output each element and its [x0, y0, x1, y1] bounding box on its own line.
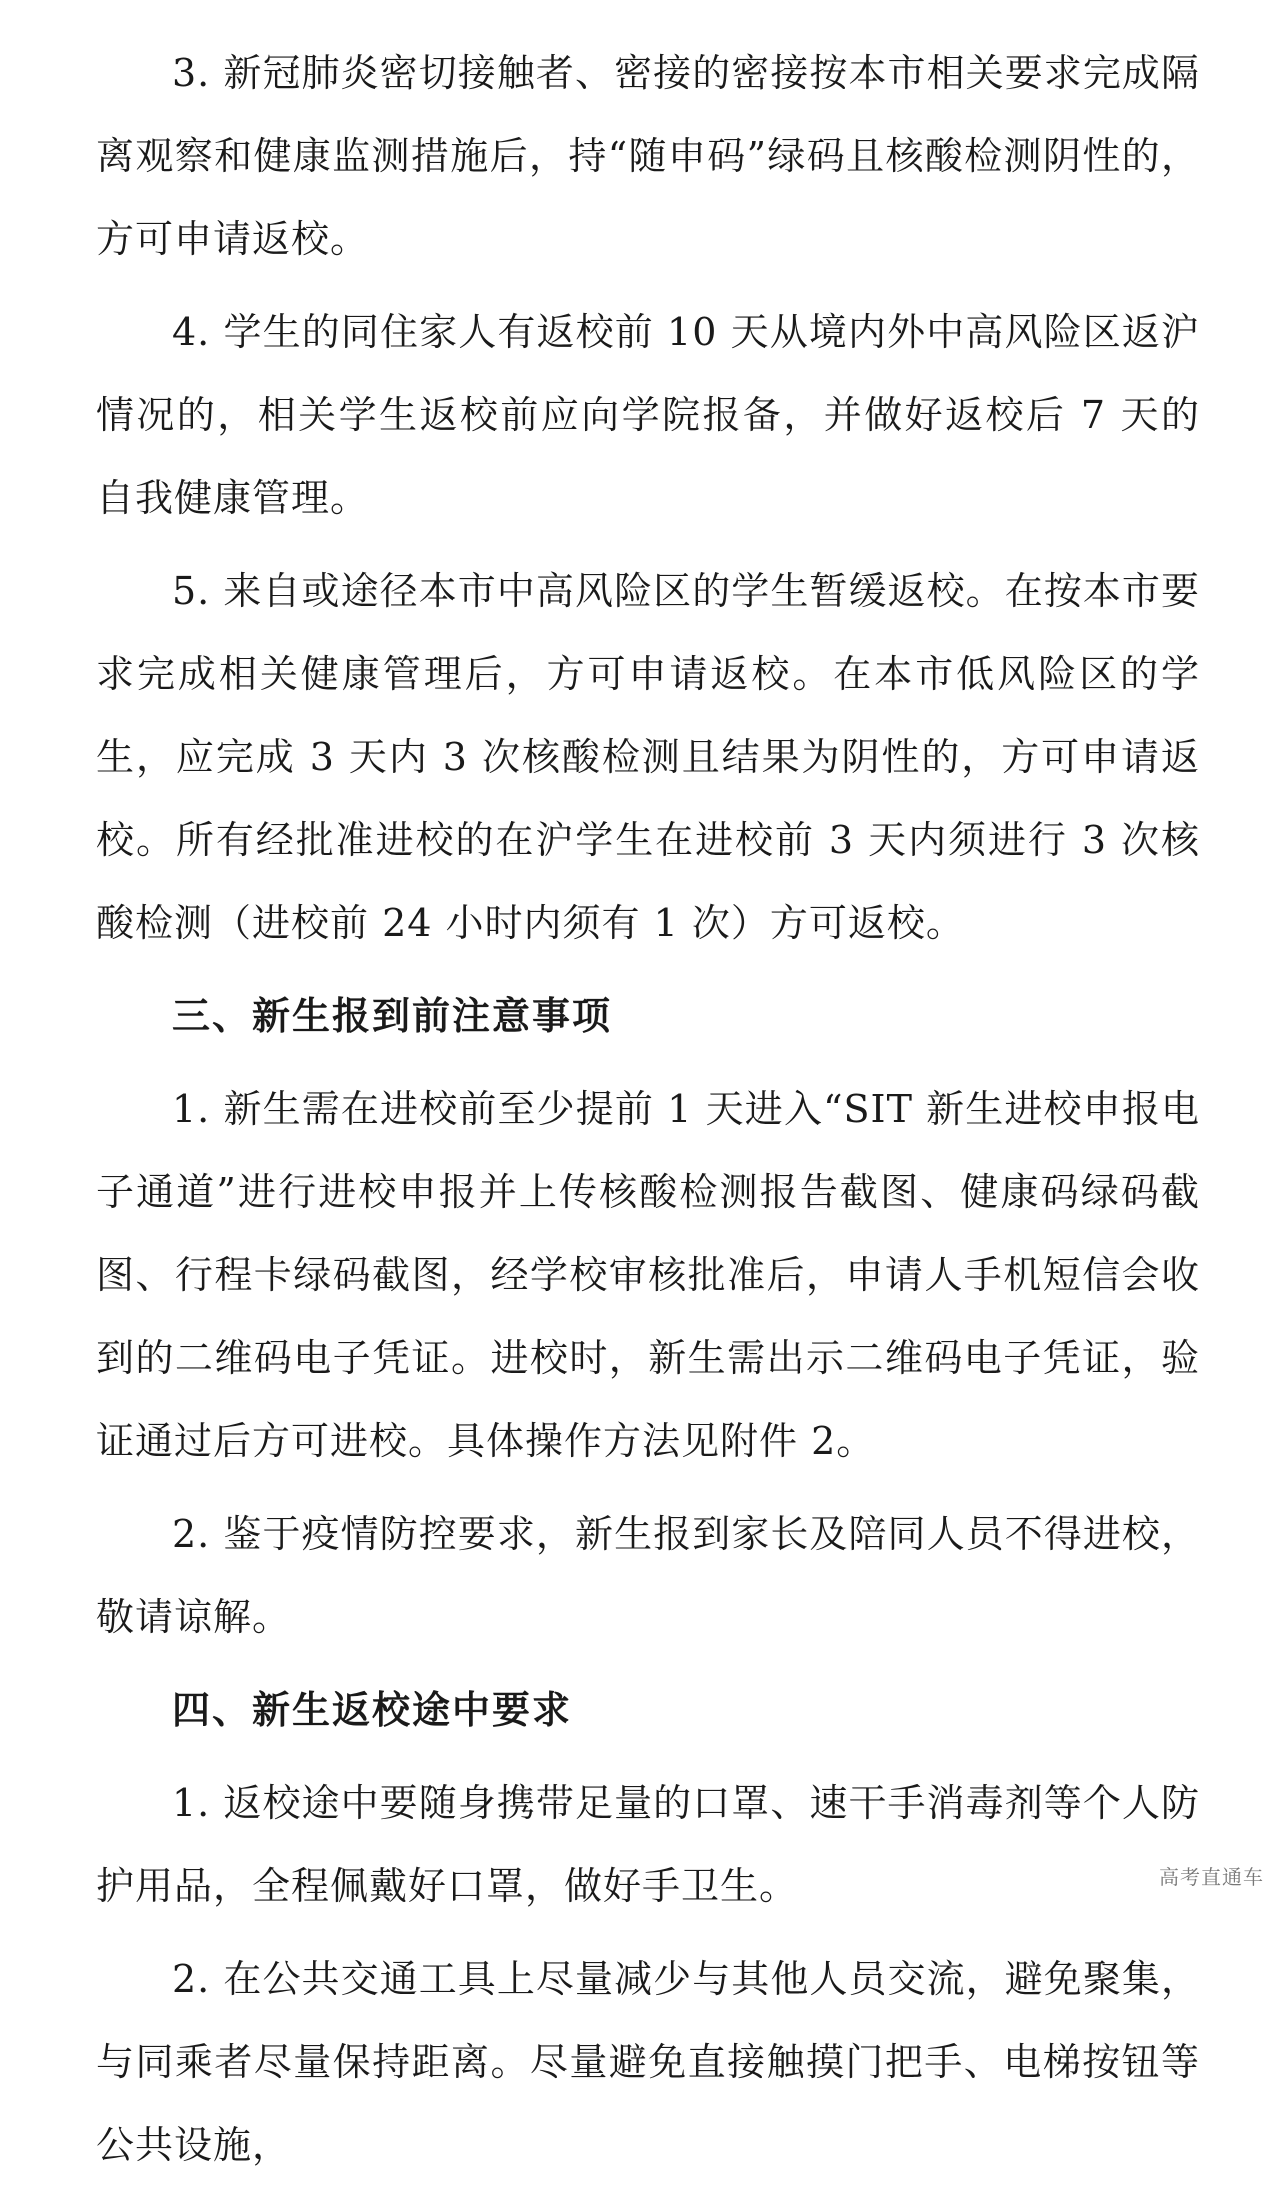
section-heading-3: 三、新生报到前注意事项 — [172, 994, 613, 1038]
paragraph-travel-1: 1. 返校途中要随身携带足量的口罩、速干手消毒剂等个人防护用品，全程佩戴好口罩，做好手卫生。 — [96, 1781, 1200, 1908]
paragraph-3: 3. 新冠肺炎密切接触者、密接的密接按本市相关要求完成隔离观察和健康监测措施后，持“随申码”绿码且核酸检测阴性的，方可申请返校。 — [96, 51, 1200, 261]
section-heading-4: 四、新生返校途中要求 — [172, 1688, 573, 1732]
paragraph-freshman-2: 2. 鉴于疫情防控要求，新生报到家长及陪同人员不得进校，敬请谅解。 — [96, 1512, 1200, 1639]
paragraph-freshman-1: 1. 新生需在进校前至少提前 1 天进入“SIT 新生进校申报电子通道”进行进校申报并上传核酸检测报告截图、健康码绿码截图、行程卡绿码截图，经学校审核批准后，申请人手机短信会收到的二维码电子凭证。进校时，新生需出示二维码电子凭证，验证通过后方可进校。具体操作方法见附件 2。 — [96, 1087, 1200, 1463]
watermark-text: 高考直通车 — [1159, 1865, 1264, 1889]
paragraph-4: 4. 学生的同住家人有返校前 10 天从境内外中高风险区返沪情况的，相关学生返校前应向学院报备，并做好返校后 7 天的自我健康管理。 — [96, 310, 1200, 520]
document-page — [96, 32, 1200, 2197]
paragraph-5: 5. 来自或途径本市中高风险区的学生暂缓返校。在按本市要求完成相关健康管理后，方可申请返校。在本市低风险区的学生，应完成 3 天内 3 次核酸检测且结果为阴性的，方可申请返校。所有经批准进校的在沪学生在进校前 3 天内须进行 3 次核酸检测（进校前 24 小时内须有 1 次）方可返校。 — [96, 569, 1200, 945]
paragraph-travel-2: 2. 在公共交通工具上尽量减少与其他人员交流，避免聚集，与同乘者尽量保持距离。尽量避免直接触摸门把手、电梯按钮等公共设施， — [96, 1957, 1200, 2167]
